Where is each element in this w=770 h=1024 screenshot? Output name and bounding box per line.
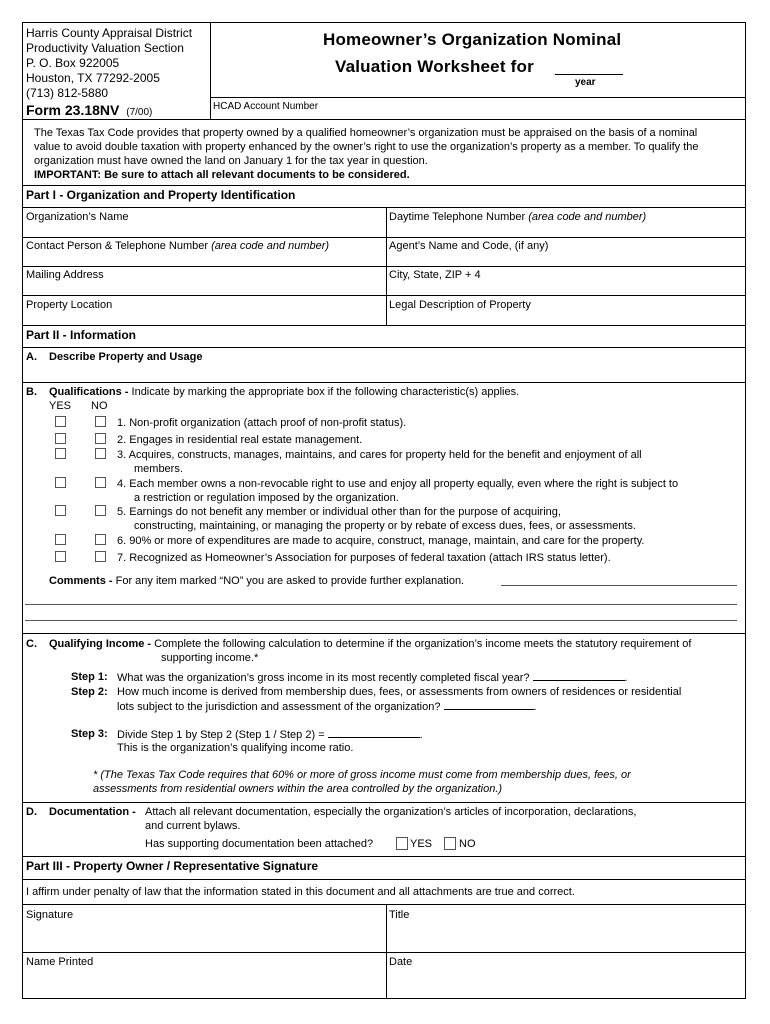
section-d-label: Documentation - — [49, 806, 136, 818]
section-b-header — [49, 386, 519, 399]
doc-no-checkbox[interactable] — [444, 837, 456, 850]
doc-yes-checkbox[interactable] — [396, 837, 408, 850]
intro-important: IMPORTANT: Be sure to attach all relevant documents to be considered. — [34, 169, 410, 181]
item6-yes-checkbox[interactable] — [55, 534, 66, 545]
name-printed-field[interactable]: Name Printed — [26, 956, 94, 968]
step2-row-cont: lots subject to the jurisdiction and assessment of the organization? . — [117, 701, 537, 713]
section-a-letter: A. — [26, 351, 37, 363]
item5-text: 5. Earnings do not benefit any member or individual other than for the purpose of acquiring, — [117, 506, 561, 518]
affirm-text: I affirm under penalty of law that the information stated in this document and all attachments are true and correct. — [26, 886, 575, 898]
comments-label-row — [49, 575, 464, 588]
part1-title: Part I - Organization and Property Identification — [26, 188, 296, 202]
no-column-header: NO — [91, 400, 108, 412]
footnote-line-1: * (The Texas Tax Code requires that 60% or more of gross income must come from membership dues, fees, or — [93, 769, 631, 781]
property-location-field[interactable]: Property Location — [26, 299, 113, 311]
phone-note: (area code and number) — [528, 211, 647, 223]
contact-note: (area code and number) — [211, 240, 330, 252]
phone-field[interactable] — [389, 211, 646, 224]
describe-property-field[interactable] — [49, 365, 739, 379]
item4-yes-checkbox[interactable] — [55, 477, 66, 488]
title-field[interactable]: Title — [389, 909, 410, 921]
item6-no-checkbox[interactable] — [95, 534, 106, 545]
section-d-letter: D. — [26, 806, 37, 818]
intro-line-2: value to avoid double taxation with property enhanced by the owner’s right to use the organization’s property as a member. To qualify the — [34, 141, 699, 153]
doc-question: Has supporting documentation been attached? — [145, 838, 374, 850]
step3-label: Step 3: — [71, 728, 108, 740]
comments-line-3[interactable] — [25, 620, 737, 621]
divider — [23, 879, 745, 880]
divider — [23, 347, 745, 348]
yes-column-header: YES — [49, 400, 72, 412]
step1-input-line[interactable] — [533, 671, 625, 681]
divider — [23, 633, 745, 634]
doc-yes-label: YES — [410, 838, 433, 850]
step2-text: How much income is derived from membership dues, fees, or assessments from owners of residences or residential — [117, 686, 682, 698]
year-input-line[interactable] — [555, 74, 623, 75]
contact-person-field[interactable] — [26, 240, 329, 253]
intro-line-3: organization must have owned the land on January 1 for the tax year in question. — [34, 155, 428, 167]
divider — [23, 952, 745, 953]
item3-no-checkbox[interactable] — [95, 448, 106, 459]
item3-text-cont: members. — [134, 463, 183, 475]
section-c-header — [49, 638, 691, 651]
divider — [23, 185, 745, 186]
org-line-4: Houston, TX 77292-2005 — [26, 71, 160, 85]
doc-no-label: NO — [459, 838, 476, 850]
item1-yes-checkbox[interactable] — [55, 416, 66, 427]
item1-text: 1. Non-profit organization (attach proof of non-profit status). — [117, 417, 407, 429]
item4-no-checkbox[interactable] — [95, 477, 106, 488]
item7-yes-checkbox[interactable] — [55, 551, 66, 562]
divider — [23, 266, 745, 267]
city-state-zip-field[interactable]: City, State, ZIP + 4 — [389, 269, 481, 281]
footnote-line-2: assessments from residential owners within the area controlled by the organization.) — [93, 783, 503, 795]
divider — [23, 904, 745, 905]
step3-row: Divide Step 1 by Step 2 (Step 1 / Step 2) = . — [117, 729, 423, 741]
step2-text-cont: lots subject to the jurisdiction and assessment of the organization? — [117, 701, 441, 713]
part3-title: Part III - Property Owner / Representative Signature — [26, 859, 319, 873]
form-date: (7/00) — [126, 107, 153, 118]
item7-text: 7. Recognized as Homeowner’s Association for purposes of federal taxation (attach IRS status letter). — [117, 552, 611, 564]
item4-text: 4. Each member owns a non-revocable right to use and enjoy all property equally, even where the right is subject to — [117, 478, 679, 490]
signature-field[interactable]: Signature — [26, 909, 74, 921]
divider — [23, 802, 745, 803]
step1-row: What was the organization’s gross income in its most recently completed fiscal year? . — [117, 672, 628, 684]
item5-text-cont: constructing, maintaining, or managing the property or by rebate of excess dues, fees, or assessments. — [134, 520, 636, 532]
step3-text-cont: This is the organization’s qualifying income ratio. — [117, 742, 354, 754]
item1-no-checkbox[interactable] — [95, 416, 106, 427]
item7-no-checkbox[interactable] — [95, 551, 106, 562]
section-a-label: Describe Property and Usage — [49, 351, 203, 363]
divider — [23, 207, 745, 208]
step1-text: What was the organization’s gross income in its most recently completed fiscal year? — [117, 672, 530, 684]
section-b-letter: B. — [26, 386, 37, 398]
year-label: year — [575, 77, 596, 88]
item6-text: 6. 90% or more of expenditures are made to acquire, construct, manage, maintain, and care for the property. — [117, 535, 645, 547]
item2-yes-checkbox[interactable] — [55, 433, 66, 444]
comments-text: For any item marked “NO” you are asked to provide further explanation. — [115, 575, 465, 587]
item3-yes-checkbox[interactable] — [55, 448, 66, 459]
section-d-text-cont: and current bylaws. — [145, 820, 241, 832]
org-line-1: Harris County Appraisal District — [26, 26, 193, 40]
comments-label: Comments - — [49, 575, 116, 587]
section-b-text: Indicate by marking the appropriate box if the following characteristic(s) applies. — [131, 386, 520, 398]
section-c-letter: C. — [26, 638, 37, 650]
org-name-field[interactable]: Organization’s Name — [26, 211, 129, 223]
divider — [23, 119, 745, 120]
comments-line-2[interactable] — [25, 604, 737, 605]
org-line-5: (713) 812-5880 — [26, 86, 109, 100]
step1-label: Step 1: — [71, 671, 108, 683]
item2-text: 2. Engages in residential real estate management. — [117, 434, 363, 446]
divider — [23, 295, 745, 296]
agent-field[interactable]: Agent’s Name and Code, (if any) — [389, 240, 549, 252]
intro-line-1: The Texas Tax Code provides that property owned by a qualified homeowner’s organization must be appraised on the basis of a nominal — [34, 127, 698, 139]
item5-yes-checkbox[interactable] — [55, 505, 66, 516]
step2-input-line[interactable] — [444, 700, 534, 710]
step3-input-line[interactable] — [328, 728, 420, 738]
item5-no-checkbox[interactable] — [95, 505, 106, 516]
step3-text: Divide Step 1 by Step 2 (Step 1 / Step 2) = — [117, 729, 325, 741]
item2-no-checkbox[interactable] — [95, 433, 106, 444]
step2-label: Step 2: — [71, 686, 108, 698]
account-number-field[interactable] — [213, 112, 713, 118]
divider — [23, 382, 745, 383]
section-c-text-cont: supporting income.* — [161, 652, 259, 664]
phone-label: Daytime Telephone Number — [389, 211, 529, 223]
header-divider — [210, 23, 211, 119]
item4-text-cont: a restriction or regulation imposed by the organization. — [134, 492, 399, 504]
item3-text: 3. Acquires, constructs, manages, maintains, and cares for property held for the benefit and enjoyment of all — [117, 449, 642, 461]
contact-label: Contact Person & Telephone Number — [26, 240, 212, 252]
form-title-line-2: Valuation Worksheet for — [335, 57, 534, 76]
section-c-text: Complete the following calculation to determine if the organization’s income meets the statutory requirement of — [154, 638, 692, 650]
divider — [23, 237, 745, 238]
account-divider — [210, 97, 745, 98]
divider — [23, 856, 745, 857]
section-d-text: Attach all relevant documentation, especially the organization’s articles of incorporation, declarations, — [145, 806, 637, 818]
org-line-2: Productivity Valuation Section — [26, 41, 184, 55]
date-field[interactable]: Date — [389, 956, 413, 968]
form-number: Form 23.18NV — [26, 102, 120, 118]
part2-title: Part II - Information — [26, 328, 137, 342]
legal-description-field[interactable]: Legal Description of Property — [389, 299, 531, 311]
mailing-address-field[interactable]: Mailing Address — [26, 269, 104, 281]
worksheet-form — [22, 22, 746, 999]
account-number-label: HCAD Account Number — [213, 101, 319, 112]
org-line-3: P. O. Box 922005 — [26, 56, 120, 70]
divider — [23, 325, 745, 326]
section-b-label: Qualifications - — [49, 386, 132, 398]
comments-line-1[interactable] — [501, 585, 737, 586]
form-title-line-1: Homeowner’s Organization Nominal — [323, 30, 622, 49]
section-c-label: Qualifying Income - — [49, 638, 155, 650]
